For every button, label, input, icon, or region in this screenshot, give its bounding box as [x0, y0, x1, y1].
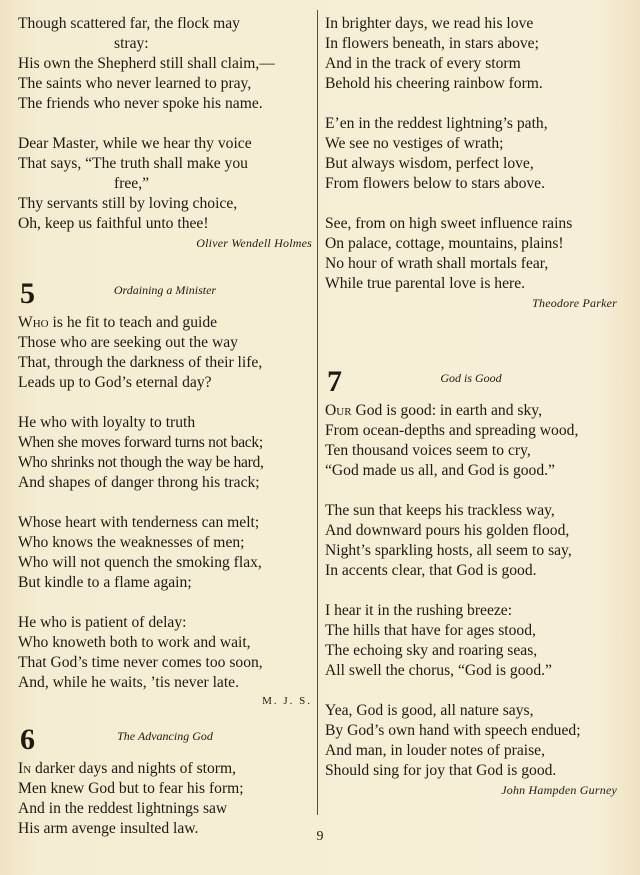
verse-line: And in the reddest lightnings saw	[18, 800, 228, 817]
verse-line: And, while he waits, ’tis never late.	[18, 674, 240, 691]
verse-line: The sun that keeps his trackless way,	[325, 502, 555, 519]
verse-line: From flowers below to stars above.	[325, 175, 546, 192]
verse-line: But kindle to a flame again;	[18, 574, 192, 591]
verse-line: Who knoweth both to work and wait,	[18, 634, 251, 651]
section-gap	[18, 251, 312, 275]
stanza	[325, 401, 617, 481]
verse-line: And man, in louder notes of praise,	[325, 742, 545, 759]
stanza	[18, 513, 312, 593]
verse-line	[18, 759, 312, 779]
verse-line: When she moves forward turns not back;	[18, 434, 263, 451]
verse-line: See, from on high sweet influence rains	[325, 215, 573, 232]
verse-line: stray:	[114, 35, 149, 52]
verse-line: But always wisdom, perfect love,	[325, 155, 534, 172]
verse-line: He who with loyalty to truth	[18, 414, 196, 431]
first-word: Our	[325, 402, 352, 419]
verse-line: The hills that have for ages stood,	[325, 622, 536, 639]
stanza	[18, 313, 312, 393]
stanza-gap	[18, 593, 312, 613]
first-word: In	[18, 760, 32, 777]
hymn-author: M. J. S.	[262, 695, 312, 707]
verse-line: In brighter days, we read his love	[325, 15, 534, 32]
verse-line: In accents clear, that God is good.	[325, 562, 537, 579]
verse-line: Who shrinks not though the way be hard,	[18, 454, 264, 471]
verse-line: The saints who never learned to pray,	[18, 75, 252, 92]
verse-line: Dear Master, while we hear thy voice	[18, 135, 252, 152]
verse-line: On palace, cottage, mountains, plains!	[325, 235, 564, 252]
verse-line: We see no vestiges of wrath;	[325, 135, 504, 152]
verse-line: Though scattered far, the flock may	[18, 15, 240, 32]
verse-line: Thy servants still by loving choice,	[18, 195, 238, 212]
stanza	[18, 413, 312, 493]
section-gap	[325, 311, 617, 363]
verse-line: While true parental love is here.	[325, 275, 526, 292]
verse-line: Those who are seeking out the way	[18, 334, 238, 351]
verse-line: Night’s sparkling hosts, all seem to say,	[325, 542, 572, 559]
column-divider	[317, 10, 318, 815]
hymn-author: John Hampden Gurney	[501, 783, 617, 797]
verse-line: free,”	[114, 175, 150, 192]
verse-line: The echoing sky and roaring seas,	[325, 642, 538, 659]
verse-line: That God’s time never comes too soon,	[18, 654, 263, 671]
stanza	[325, 214, 617, 294]
verse-line: Men knew God but to fear his form;	[18, 780, 244, 797]
hymn-number: 7	[327, 365, 342, 398]
verse-line: No hour of wrath shall mortals fear,	[325, 255, 549, 272]
left-column	[18, 14, 312, 839]
verse-text: darker days and nights of storm,	[35, 760, 236, 777]
stanza	[18, 134, 312, 234]
stanza-gap	[325, 481, 617, 501]
verse-line: Who knows the weaknesses of men;	[18, 534, 245, 551]
verse-line	[18, 313, 312, 333]
verse-line	[325, 401, 617, 421]
stanza-gap	[18, 393, 312, 413]
verse-line: And downward pours his golden flood,	[325, 522, 570, 539]
hymn-header	[325, 367, 617, 401]
verse-line: And in the track of every storm	[325, 55, 521, 72]
verse-line: That says, “The truth shall make you	[18, 155, 248, 172]
stanza	[18, 14, 312, 114]
verse-line: Whose heart with tenderness can melt;	[18, 514, 260, 531]
hymn-title: The Advancing God	[117, 729, 213, 743]
first-word: Who	[18, 314, 49, 331]
hymn-number: 5	[20, 277, 35, 310]
verse-line: Should sing for joy that God is good.	[325, 762, 557, 779]
verse-line: Leads up to God’s eternal day?	[18, 374, 212, 391]
verse-line: The friends who never spoke his name.	[18, 95, 263, 112]
stanza	[325, 701, 617, 781]
verse-line: “God made us all, and God is good.”	[325, 462, 555, 479]
verse-line: And shapes of danger throng his track;	[18, 474, 260, 491]
verse-line: I hear it in the rushing breeze:	[325, 602, 513, 619]
stanza	[325, 14, 617, 94]
verse-line: Yea, God is good, all nature says,	[325, 702, 534, 719]
verse-line: From ocean-depths and spreading wood,	[325, 422, 579, 439]
stanza	[18, 613, 312, 693]
stanza-gap	[18, 114, 312, 134]
page-number: 9	[316, 829, 324, 844]
verse-text: is he fit to teach and guide	[52, 314, 218, 331]
hymn-author: Theodore Parker	[532, 296, 617, 310]
stanza-gap	[325, 581, 617, 601]
hymn-title: Ordaining a Minister	[113, 283, 217, 297]
stanza	[18, 759, 312, 839]
stanza	[325, 501, 617, 581]
verse-line: Behold his cheering rainbow form.	[325, 75, 543, 92]
hymn-header	[18, 279, 312, 313]
verse-line: His arm avenge insulted law.	[18, 820, 199, 837]
verse-line: By God’s own hand with speech endued;	[325, 722, 581, 739]
verse-line: He who is patient of delay:	[18, 614, 187, 631]
verse-text: God is good: in earth and sky,	[355, 402, 542, 419]
stanza	[325, 601, 617, 681]
verse-line: E’en in the reddest lightning’s path,	[325, 115, 548, 132]
verse-line: Oh, keep us faithful unto thee!	[18, 215, 209, 232]
stanza	[325, 114, 617, 194]
verse-line: All swell the chorus, “God is good.”	[325, 662, 552, 679]
verse-line: Who will not quench the smoking flax,	[18, 554, 262, 571]
section-gap	[18, 707, 312, 721]
verse-line: That, through the darkness of their life,	[18, 354, 263, 371]
stanza-gap	[325, 681, 617, 701]
stanza-gap	[325, 94, 617, 114]
stanza-gap	[325, 194, 617, 214]
hymn-header	[18, 725, 312, 759]
verse-line: In flowers beneath, in stars above;	[325, 35, 539, 52]
hymn-author: Oliver Wendell Holmes	[196, 236, 312, 250]
hymn-number: 6	[20, 723, 35, 756]
hymn-title: God is Good	[440, 371, 502, 385]
stanza-gap	[18, 493, 312, 513]
right-column	[325, 14, 617, 798]
verse-line: His own the Shepherd still shall claim,—	[18, 55, 275, 72]
verse-line: Ten thousand voices seem to cry,	[325, 442, 531, 459]
